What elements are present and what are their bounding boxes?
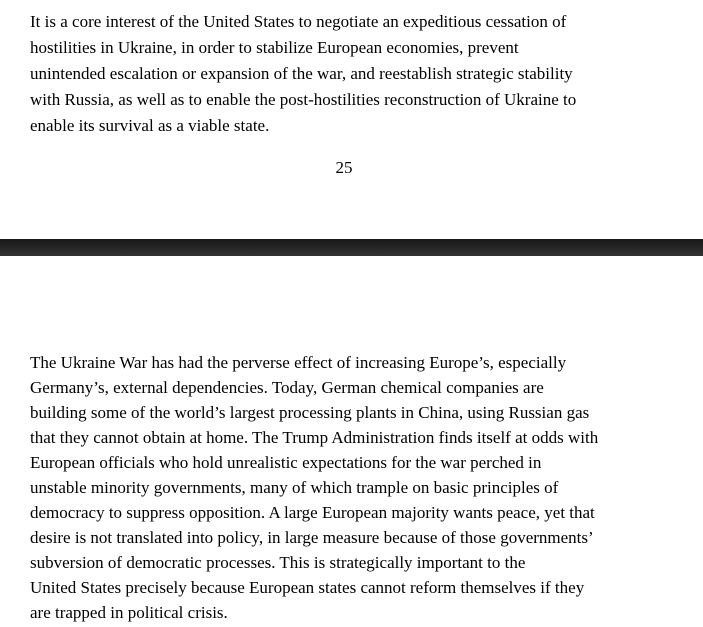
text-line: United States precisely because European states cannot reform themselves if they (30, 578, 585, 597)
page-number: 25 (335, 158, 353, 177)
text-line: subversion of democratic processes. This is strategically important to the (30, 553, 526, 572)
text-line: Germany’s, external dependencies. Today, German chemical companies are (30, 378, 544, 397)
text-line: desire is not translated into policy, in large measure because of those governments’ (30, 528, 594, 547)
text-line: with Russia, as well as to enable the post-hostilities reconstruction of Ukraine to (30, 90, 577, 109)
text-line: that they cannot obtain at home. The Trump Administration finds itself at odds with (30, 428, 599, 447)
text-line: are trapped in political crisis. (30, 603, 228, 622)
page-separator-bar (0, 239, 703, 256)
paragraph-page-25 (30, 9, 670, 139)
text-line: It is a core interest of the United States to negotiate an expeditious cessation of (30, 12, 567, 31)
text-line: building some of the world’s largest processing plants in China, using Russian gas (30, 403, 590, 422)
text-line: unintended escalation or expansion of the war, and reestablish strategic stability (30, 64, 573, 83)
text-line: European officials who hold unrealistic expectations for the war perched in (30, 453, 542, 472)
paragraph-next-page (30, 350, 670, 625)
text-line: hostilities in Ukraine, in order to stabilize European economies, prevent (30, 38, 519, 57)
text-line: The Ukraine War has had the perverse effect of increasing Europe’s, especially (30, 353, 567, 372)
text-line: unstable minority governments, many of which trample on basic principles of (30, 478, 559, 497)
text-line: enable its survival as a viable state. (30, 116, 270, 135)
text-line: democracy to suppress opposition. A large European majority wants peace, yet that (30, 503, 595, 522)
